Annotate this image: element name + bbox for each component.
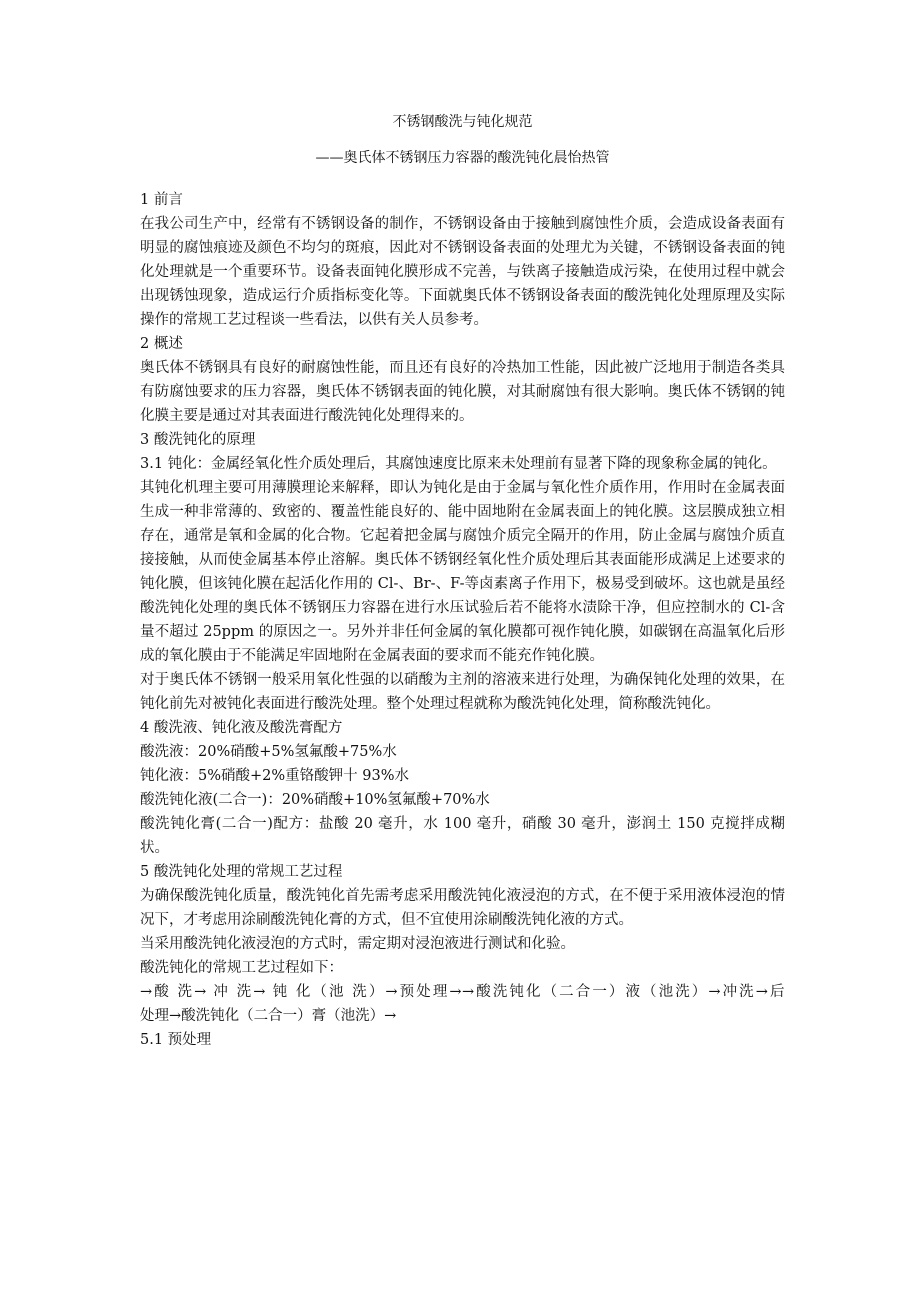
document-subtitle: ——奥氏体不锈钢压力容器的酸洗钝化晨怡热管 — [315, 150, 610, 166]
paragraph: 3.1 钝化：金属经氧化性介质处理后，其腐蚀速度比原来未处理前有显著下降的现象称金属的钝化。 — [140, 456, 777, 472]
section-heading: 2 概述 — [140, 336, 183, 352]
paragraph: 奥氏体不锈钢具有良好的耐腐蚀性能，而且还有良好的冷热加工性能，因此被广泛地用于制造各类具有防腐蚀要求的压力容器，奥氏体不锈钢表面的钝化膜，对其耐腐蚀有很大影响。奥氏体不锈钢的钝化膜主要是通过对其表面进行酸洗钝化处理得来的。 — [140, 360, 785, 424]
section-heading: 3 酸洗钝化的原理 — [140, 432, 256, 448]
section-heading: 4 酸洗液、钝化液及酸洗膏配方 — [140, 720, 343, 736]
formula-line: 酸洗钝化液(二合一)：20%硝酸+10%氢氟酸+70%水 — [140, 792, 490, 808]
document-body — [140, 188, 785, 1052]
process-flow-line-1: →酸 洗→ 冲 洗→ 钝 化（池 洗）→预处理→→酸洗钝化（二合一）液（池洗）→冲洗→后 — [140, 984, 785, 1000]
paragraph: 为确保酸洗钝化质量，酸洗钝化首先需考虑采用酸洗钝化液浸泡的方式，在不便于采用液体浸泡的情况下，才考虑用涂刷酸洗钝化膏的方式，但不宜使用涂刷酸洗钝化液的方式。 — [140, 888, 785, 928]
paragraph: 其钝化机理主要可用薄膜理论来解释，即认为钝化是由于金属与氧化性介质作用，作用时在金属表面生成一种非常薄的、致密的、覆盖性能良好的、能中固地附在金属表面上的钝化膜。这层膜成独立相存在，通常是氧和金属的化合物。它起着把金属与腐蚀介质完全隔开的作用，防止金属与腐蚀介质直接接触，从而使金属基本停止溶解。奥氏体不锈钢经氧化性介质处理后其表面能形成满足上述要求的钝化膜，但该钝化膜在起活化作用的 Cl-、Br-、F-等卤素离子作用下，极易受到破坏。这也就是虽经酸洗钝化处理的奥氏体不锈钢压力容器在进行水压试验后若不能将水渍除干净，但应控制水的 Cl-含量不超过 25ppm 的原因之一。另外并非任何金属的氧化膜都可视作钝化膜，如碳钢在高温氧化后形成的氧化膜由于不能满足牢固地附在金属表面的要求而不能充作钝化膜。 — [140, 480, 785, 664]
paragraph: 酸洗钝化的常规工艺过程如下： — [140, 960, 343, 976]
process-flow-line-2: 处理→酸洗钝化（二合一）膏（池洗）→ — [140, 1008, 397, 1024]
formula-line: 酸洗液：20%硝酸+5%氢氟酸+75%水 — [140, 744, 397, 760]
document-title: 不锈钢酸洗与钝化规范 — [392, 114, 533, 130]
paragraph: 当采用酸洗钝化液浸泡的方式时，需定期对浸泡液进行测试和化验。 — [140, 936, 575, 952]
paragraph: 对于奥氏体不锈钢一般采用氧化性强的以硝酸为主剂的溶液来进行处理，为确保钝化处理的效果，在钝化前先对被钝化表面进行酸洗处理。整个处理过程就称为酸洗钝化处理，简称酸洗钝化。 — [140, 672, 785, 712]
section-heading: 5 酸洗钝化处理的常规工艺过程 — [140, 864, 343, 880]
document-page — [140, 112, 785, 1052]
formula-line: 钝化液：5%硝酸+2%重铬酸钾十 93%水 — [140, 768, 409, 784]
formula-line: 酸洗钝化膏(二合一)配方：盐酸 20 毫升，水 100 毫升，硝酸 30 毫升，澎润土 150 克搅拌成糊状。 — [140, 816, 785, 856]
section-heading: 1 前言 — [140, 192, 183, 208]
paragraph: 在我公司生产中，经常有不锈钢设备的制作，不锈钢设备由于接触到腐蚀性介质，会造成设备表面有明显的腐蚀痕迹及颜色不均匀的斑痕，因此对不锈钢设备表面的处理尤为关键，不锈钢设备表面的钝化处理就是一个重要环节。设备表面钝化膜形成不完善，与铁离子接触造成污染，在使用过程中就会出现锈蚀现象，造成运行介质指标变化等。下面就奥氏体不锈钢设备表面的酸洗钝化处理原理及实际操作的常规工艺过程谈一些看法，以供有关人员参考。 — [140, 216, 785, 328]
section-heading-5-1: 5.1 预处理 — [140, 1032, 212, 1048]
